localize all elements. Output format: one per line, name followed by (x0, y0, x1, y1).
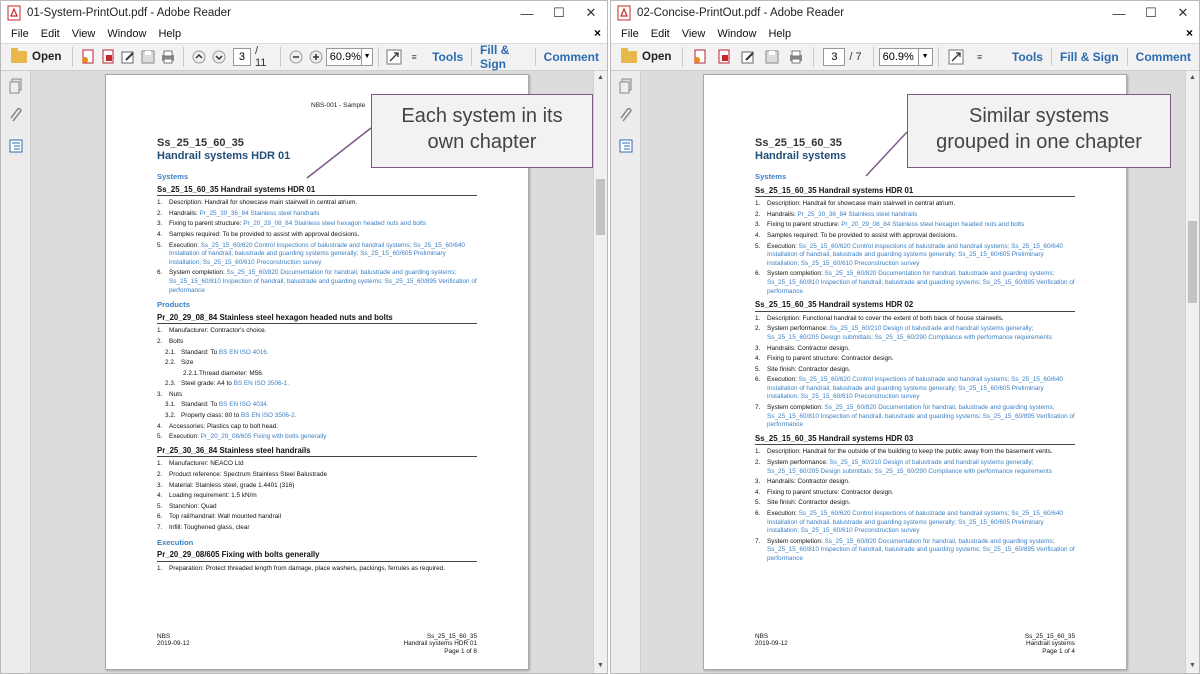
page-number-input[interactable]: 3 (233, 48, 251, 66)
section-heading-systems: Systems (157, 172, 189, 181)
clause-link[interactable]: Pr_20_29_08_84 Stainless steel hexagon headed nuts and bolts (841, 221, 1025, 229)
list-item: 4. Fixing to parent structure: Contractor design. (755, 488, 894, 496)
tools-button[interactable]: Tools (432, 50, 464, 64)
vertical-scrollbar[interactable] (593, 71, 607, 673)
print-icon[interactable] (160, 47, 176, 67)
list-item: 1. Description: Handrail for showcase main stairwell in central atrium. (157, 199, 358, 207)
clause-name: Fixing with bolts generally (221, 550, 320, 560)
window-title: 01-System-PrintOut.pdf - Adobe Reader (27, 7, 231, 19)
title-bar[interactable] (611, 1, 1199, 25)
list-item: 7. System completion: Ss_25_15_60/820 Documentation for handrail, balustrade and guarding systems; Ss_25_15_60/810 Inspection of handrail, balustrade and guarding systems; Ss_25_15_60/895 Verification of performance (755, 404, 1075, 429)
page-down-icon[interactable] (211, 47, 227, 67)
list-item: 3. Fixing to parent structure: Pr_20_29_08_84 Stainless steel hexagon headed nuts and bolts (755, 221, 1025, 229)
toolbar-separator (682, 47, 683, 67)
open-button[interactable] (5, 51, 67, 63)
list-item: 2. Product reference: Spectrum Stainless Steel Balustrade (157, 471, 328, 479)
section-heading-execution: Execution (157, 537, 194, 547)
list-item: 2. Handrails: Pr_25_30_36_84 Stainless steel handrails (755, 210, 918, 218)
clause-link[interactable]: Ss_25_15_60/210 Design of balustrade and handrail systems generally; Ss_25_15_60/205 Design submittals; Ss_25_15_60/290 Compliance with performance requirements (767, 325, 1052, 341)
export-pdf-icon[interactable] (714, 47, 734, 67)
clause-link[interactable]: Ss_25_15_60/820 Documentation for handrail, balustrade and guarding systems; Ss_25_15_60/810 Inspection of handrail, balustrade and guarding systems; Ss_25_15_60/895 Verification of performance (767, 404, 1075, 429)
standard-link[interactable]: BS EN ISO 4016. (218, 348, 269, 356)
list-item: 3. Nuts (157, 390, 183, 398)
toolbar-separator (813, 47, 814, 67)
clause-name: Stainless steel handrails (219, 445, 311, 455)
save-icon[interactable] (140, 47, 156, 67)
menu-view[interactable]: View (71, 28, 96, 40)
close-document-icon[interactable]: × (593, 26, 601, 40)
standard-link[interactable]: BS EN ISO 3506-1. (233, 380, 290, 388)
clause-heading: Ss_25_15_60_35 Handrail systems HDR 02 (755, 301, 1075, 312)
list-item: 3. Handrails: Contractor design. (755, 478, 850, 486)
menu-edit[interactable]: Edit (650, 28, 670, 40)
window-title: 02-Concise-PrintOut.pdf - Adobe Reader (637, 7, 845, 19)
clause-items (157, 460, 477, 532)
list-item: 2. System performance: Ss_25_15_60/210 Design of balustrade and handrail systems generally; Ss_25_15_60/205 Design submittals; Ss_25_15_60/290 Compliance with performance requirements (755, 459, 1052, 475)
save-icon[interactable] (762, 47, 782, 67)
list-item: 3.1. Standard: To BS EN ISO 4034. (165, 401, 269, 409)
pdf-icon (7, 5, 21, 21)
navigation-pane (611, 71, 641, 673)
list-item: 5. Stanchion: Quad (157, 502, 217, 510)
document-title: Handrail systems (755, 150, 847, 162)
page-footer: NBS 2019-09-12 Ss_25_15_60_35 Handrail systems Page 1 of 4 (755, 632, 1075, 655)
clause-link[interactable]: Pr_20_29_08/605 Fixing with bolts generally (200, 433, 327, 441)
clause-heading: Ss_25_15_60_35 Handrail systems HDR 03 (755, 435, 1075, 446)
bookmarks-icon[interactable] (1, 131, 31, 161)
clause-heading (157, 447, 477, 458)
clause-link[interactable]: Ss_25_15_60/620 Control inspections of balustrade and handrail systems; Ss_25_15_60/640 Installation of handrail, balustrade and guarding systems generally; Ss_25_15_60/605 Preliminary installation; Ss_25_15_60/610 Preconstruction survey (767, 242, 1063, 267)
list-item: 2.2. Size (165, 359, 194, 367)
list-item: 1. Manufacturer: Contractor's choice. (157, 327, 267, 335)
callout-line: Similar systems (968, 105, 1109, 127)
list-item: 4. Samples required: To be provided to assist with approval decisions. (755, 231, 958, 239)
toolbar (611, 43, 1199, 71)
page-footer: NBS 2019-09-12 Ss_25_15_60_35 Handrail systems HDR 01 Page 1 of 8 (157, 632, 477, 655)
fill-sign-button[interactable]: Fill & Sign (480, 43, 510, 71)
menu-file[interactable]: File (621, 28, 639, 40)
clause-heading: Ss_25_15_60_35 Handrail systems HDR 01 (755, 187, 1075, 198)
open-button[interactable] (615, 51, 677, 63)
scroll-thumb[interactable] (596, 179, 605, 235)
clause-heading (157, 551, 477, 562)
menu-bar (1, 25, 607, 43)
list-item: 2.3. Steel grade: A4 to BS EN ISO 3506-1. (165, 380, 290, 388)
clause-link[interactable]: Ss_25_15_60/820 Documentation for handrail, balustrade and guarding systems; Ss_25_15_60/810 Inspection of handrail, balustrade and guarding systems; Ss_25_15_60/895 Verification of performance (767, 270, 1075, 295)
list-item: 3.2. Property class: 80 to BS EN ISO 3506-2. (165, 412, 297, 420)
fit-page-icon[interactable] (946, 47, 966, 67)
list-item: 6. Execution: Ss_25_15_60/620 Control inspections of balustrade and handrail systems; Ss_25_15_60/640 Installation of handrail, balustrade and guarding systems generally; Ss_25_15_60/605 Preliminary installation; Ss_25_15_60/610 Preconstruction survey (755, 376, 1063, 401)
clause-link[interactable]: Pr_25_30_36_84 Stainless steel handrails (797, 210, 918, 218)
clause-link[interactable]: Pr_20_29_08_84 Stainless steel hexagon headed nuts and bolts (243, 220, 427, 228)
toolbar-separator (280, 47, 281, 67)
close-icon[interactable]: ✕ (1177, 5, 1189, 20)
clause-items (157, 199, 477, 295)
zoom-input[interactable]: 60.9% (879, 48, 919, 66)
list-item: 2.1. Standard: To BS EN ISO 4016. (165, 348, 269, 356)
list-item: 5. Site finish: Contractor design. (755, 499, 851, 507)
toolbar-separator (873, 47, 874, 67)
page-total: / 7 (849, 51, 862, 63)
list-item: 2. Bolts (157, 337, 184, 345)
page-header: NBS-001 - Sample (311, 102, 366, 109)
list-item: 5. Site finish: Contractor design. (755, 365, 851, 373)
list-item: 5. Execution: Pr_20_29_08/605 Fixing with bolts generally (157, 433, 327, 441)
maximize-icon[interactable]: ☐ (1145, 5, 1157, 20)
clause-heading (157, 186, 477, 197)
list-item: 3. Handrails: Contractor design. (755, 344, 850, 352)
open-label: Open (642, 51, 672, 63)
list-item: 5. Execution: Ss_25_15_60/620 Control inspections of balustrade and handrail systems; Ss_25_15_60/640 Installation of handrail, balustrade and guarding systems generally; Ss_25_15_60/605 Preliminary installation; Ss_25_15_60/610 Preconstruction survey (755, 242, 1063, 267)
list-item: 4. Samples required: To be provided to assist with approval decisions. (157, 230, 360, 238)
clause-link[interactable]: Ss_25_15_60/820 Documentation for handrail, balustrade and guarding systems; Ss_25_15_60/810 Inspection of handrail, balustrade and guarding systems; Ss_25_15_60/895 Verification of performance (169, 269, 477, 294)
clause-link[interactable]: Ss_25_15_60/620 Control inspections of balustrade and handrail systems; Ss_25_15_60/640 Installation of handrail, balustrade and guarding systems generally; Ss_25_15_60/605 Preliminary installation; Ss_25_15_60/610 Preconstruction survey (767, 510, 1063, 535)
zoom-dropdown-icon[interactable]: ▼ (919, 48, 933, 66)
list-item: 1. Description: Functional handrail to cover the extent of both back of house stairwells. (755, 314, 1004, 322)
zoom-dropdown-icon[interactable]: ▼ (362, 48, 373, 66)
fit-page-icon[interactable] (386, 47, 402, 67)
tools-button[interactable]: Tools (1011, 50, 1043, 64)
maximize-icon[interactable]: ☐ (553, 5, 565, 20)
comment-button[interactable]: Comment (543, 50, 600, 64)
edit-icon[interactable] (120, 47, 136, 67)
clause-name: Stainless steel hexagon headed nuts and bolts (219, 312, 393, 322)
clause-link[interactable]: Ss_25_15_60/620 Control inspections of balustrade and handrail systems; Ss_25_15_60/640 Installation of handrail, balustrade and guarding systems generally; Ss_25_15_60/605 Preliminary installation; Ss_25_15_60/610 Preconstruction survey (767, 376, 1063, 401)
list-item: 3. Fixing to parent structure: Pr_20_29_08_84 Stainless steel hexagon headed nuts and bolts (157, 220, 427, 228)
close-document-icon[interactable]: × (1185, 26, 1193, 40)
clause-link[interactable]: Ss_25_15_60/820 Documentation for handrail, balustrade and guarding systems; Ss_25_15_60/810 Inspection of handrail, balustrade and guarding systems; Ss_25_15_60/895 Verification of performance (767, 537, 1075, 562)
scroll-down-icon[interactable]: ▼ (597, 662, 604, 669)
clause-code: Pr_20_29_08/605 (157, 550, 220, 560)
title-bar[interactable] (1, 1, 607, 25)
toolbar-separator (72, 47, 73, 67)
create-pdf-icon[interactable] (80, 47, 96, 67)
section-heading-systems: Systems (755, 172, 787, 181)
document-code: Ss_25_15_60_35 (755, 137, 842, 149)
page-number-input[interactable]: 3 (823, 48, 845, 66)
menu-help[interactable]: Help (768, 28, 792, 40)
document-body (157, 169, 477, 575)
callout-line: own chapter (427, 131, 537, 153)
print-icon[interactable] (786, 47, 806, 67)
clause-link[interactable]: Ss_25_15_60/210 Design of balustrade and handrail systems generally; Ss_25_15_60/205 Design submittals; Ss_25_15_60/290 Compliance with performance requirements (767, 459, 1052, 475)
menu-help[interactable]: Help (158, 28, 182, 40)
menu-view[interactable]: View (681, 28, 706, 40)
clause-code: Pr_20_29_08_84 (157, 312, 218, 322)
pages-panel-icon[interactable] (611, 71, 641, 101)
menu-window[interactable]: Window (107, 28, 147, 40)
list-item: 1. Description: Handrail for showcase main stairwell in central atrium. (755, 200, 956, 208)
scroll-down-icon[interactable]: ▼ (1189, 662, 1196, 669)
pages-panel-icon[interactable] (1, 71, 31, 101)
scroll-up-icon[interactable]: ▲ (1189, 74, 1196, 81)
toolbar-separator (938, 47, 939, 67)
folder-icon (11, 51, 27, 63)
list-item: 1. Description: Handrail for the outside of the building to keep the public away from the basement vents. (755, 448, 1053, 456)
toolbar-options-icon[interactable]: ≡ (976, 52, 983, 62)
bookmarks-icon[interactable] (611, 131, 641, 161)
toolbar-separator (378, 47, 379, 67)
standard-link[interactable]: BS EN ISO 3506-2. (241, 412, 297, 420)
list-item: 7. System completion: Ss_25_15_60/820 Documentation for handrail, balustrade and guarding systems; Ss_25_15_60/810 Inspection of handrail, balustrade and guarding systems; Ss_25_15_60/895 Verification of performance (755, 537, 1075, 562)
fill-sign-button[interactable]: Fill & Sign (1059, 50, 1119, 64)
open-label: Open (32, 51, 62, 63)
section-heading-products: Products (157, 300, 190, 310)
list-item: 2. Handrails: Pr_25_30_36_84 Stainless steel handrails (157, 209, 320, 217)
callout-line: grouped in one chapter (936, 131, 1142, 153)
document-code: Ss_25_15_60_35 (157, 137, 244, 149)
minimize-icon[interactable]: — (520, 5, 534, 21)
clause-name: Handrail systems HDR 01 (220, 184, 316, 194)
clause-code: Pr_25_30_36_84 (157, 445, 218, 455)
list-item: 4. Fixing to parent structure: Contractor design. (755, 355, 894, 363)
document-title: Handrail systems HDR 01 (157, 150, 291, 162)
list-item: 5. Execution: Ss_25_15_60/620 Control inspections of balustrade and handrail systems; Ss_25_15_60/640 Installation of handrail, balustrade and guarding systems generally; Ss_25_15_60/605 Preliminary installation; Ss_25_15_60/610 Preconstruction survey (157, 241, 465, 266)
menu-edit[interactable]: Edit (40, 28, 60, 40)
pdf-icon (617, 5, 631, 21)
list-item: 6. Execution: Ss_25_15_60/620 Control inspections of balustrade and handrail systems; Ss_25_15_60/640 Installation of handrail, balustrade and guarding systems generally; Ss_25_15_60/605 Preliminary installation; Ss_25_15_60/610 Preconstruction survey (755, 510, 1063, 535)
list-item: 4. Accessories: Plastics cap to bolt head. (157, 422, 279, 430)
menu-window[interactable]: Window (717, 28, 757, 40)
menu-bar (611, 25, 1199, 43)
list-item: 1. Preparation: Protect threaded length from damage, place washers, packings, ferrules as required. (157, 564, 446, 572)
export-pdf-icon[interactable] (100, 47, 116, 67)
callout-line: Each system in its (401, 105, 563, 127)
clause-heading (157, 314, 477, 325)
document-body (755, 169, 1075, 566)
list-item: 7. Infill: Toughened glass, clear (157, 524, 250, 531)
folder-icon (621, 51, 637, 63)
clause-code: Ss_25_15_60_35 (157, 184, 219, 194)
vertical-scrollbar[interactable] (1185, 71, 1199, 673)
list-item: 6. Top rail/handrail: Wall mounted handrail (157, 513, 282, 521)
comment-button[interactable]: Comment (1135, 50, 1191, 64)
page-up-icon[interactable] (191, 47, 207, 67)
annotation-callout (371, 94, 593, 168)
navigation-pane (1, 71, 31, 673)
list-item: 2.2.1.Thread diameter: M56. (183, 369, 264, 377)
list-item: 2. System performance: Ss_25_15_60/210 Design of balustrade and handrail systems generally; Ss_25_15_60/205 Design submittals; Ss_25_15_60/290 Compliance with performance requirements (755, 325, 1052, 341)
edit-icon[interactable] (738, 47, 758, 67)
close-icon[interactable]: ✕ (585, 5, 597, 20)
scroll-up-icon[interactable]: ▲ (597, 74, 604, 81)
clause-link[interactable]: Pr_25_30_36_84 Stainless steel handrails (199, 209, 320, 217)
list-item: 1. Manufacturer: NEACO Ltd (157, 460, 244, 468)
attachments-icon[interactable] (1, 101, 31, 131)
scroll-thumb[interactable] (1188, 221, 1197, 303)
page-total: / 11 (254, 45, 267, 69)
zoom-out-icon[interactable] (288, 47, 304, 67)
create-pdf-icon[interactable] (690, 47, 710, 67)
annotation-callout (907, 94, 1171, 168)
list-item: 6. System completion: Ss_25_15_60/820 Documentation for handrail, balustrade and guarding systems; Ss_25_15_60/810 Inspection of handrail, balustrade and guarding systems; Ss_25_15_60/895 Verification of performance (755, 270, 1075, 295)
zoom-input[interactable]: 60.9% (326, 48, 362, 66)
minimize-icon[interactable]: — (1112, 5, 1126, 21)
list-item: 4. Loading requirement: 1.5 kN/m (157, 492, 257, 500)
clause-link[interactable]: Ss_25_15_60/620 Control inspections of balustrade and handrail systems; Ss_25_15_60/640 Installation of handrail, balustrade and guarding systems generally; Ss_25_15_60/605 Preliminary installation; Ss_25_15_60/610 Preconstruction survey (169, 241, 465, 266)
menu-file[interactable]: File (11, 28, 29, 40)
list-item: 6. System completion: Ss_25_15_60/820 Documentation for handrail, balustrade and guarding systems; Ss_25_15_60/810 Inspection of handrail, balustrade and guarding systems; Ss_25_15_60/895 Verification of performance (157, 269, 477, 294)
toolbar (1, 43, 607, 71)
attachments-icon[interactable] (611, 101, 641, 131)
toolbar-options-icon[interactable]: ≡ (411, 52, 417, 62)
standard-link[interactable]: BS EN ISO 4034. (218, 401, 269, 409)
list-item: 3. Material: Stainless steel, grade 1.4401 (316) (157, 481, 295, 489)
zoom-in-icon[interactable] (308, 47, 324, 67)
toolbar-separator (183, 47, 184, 67)
